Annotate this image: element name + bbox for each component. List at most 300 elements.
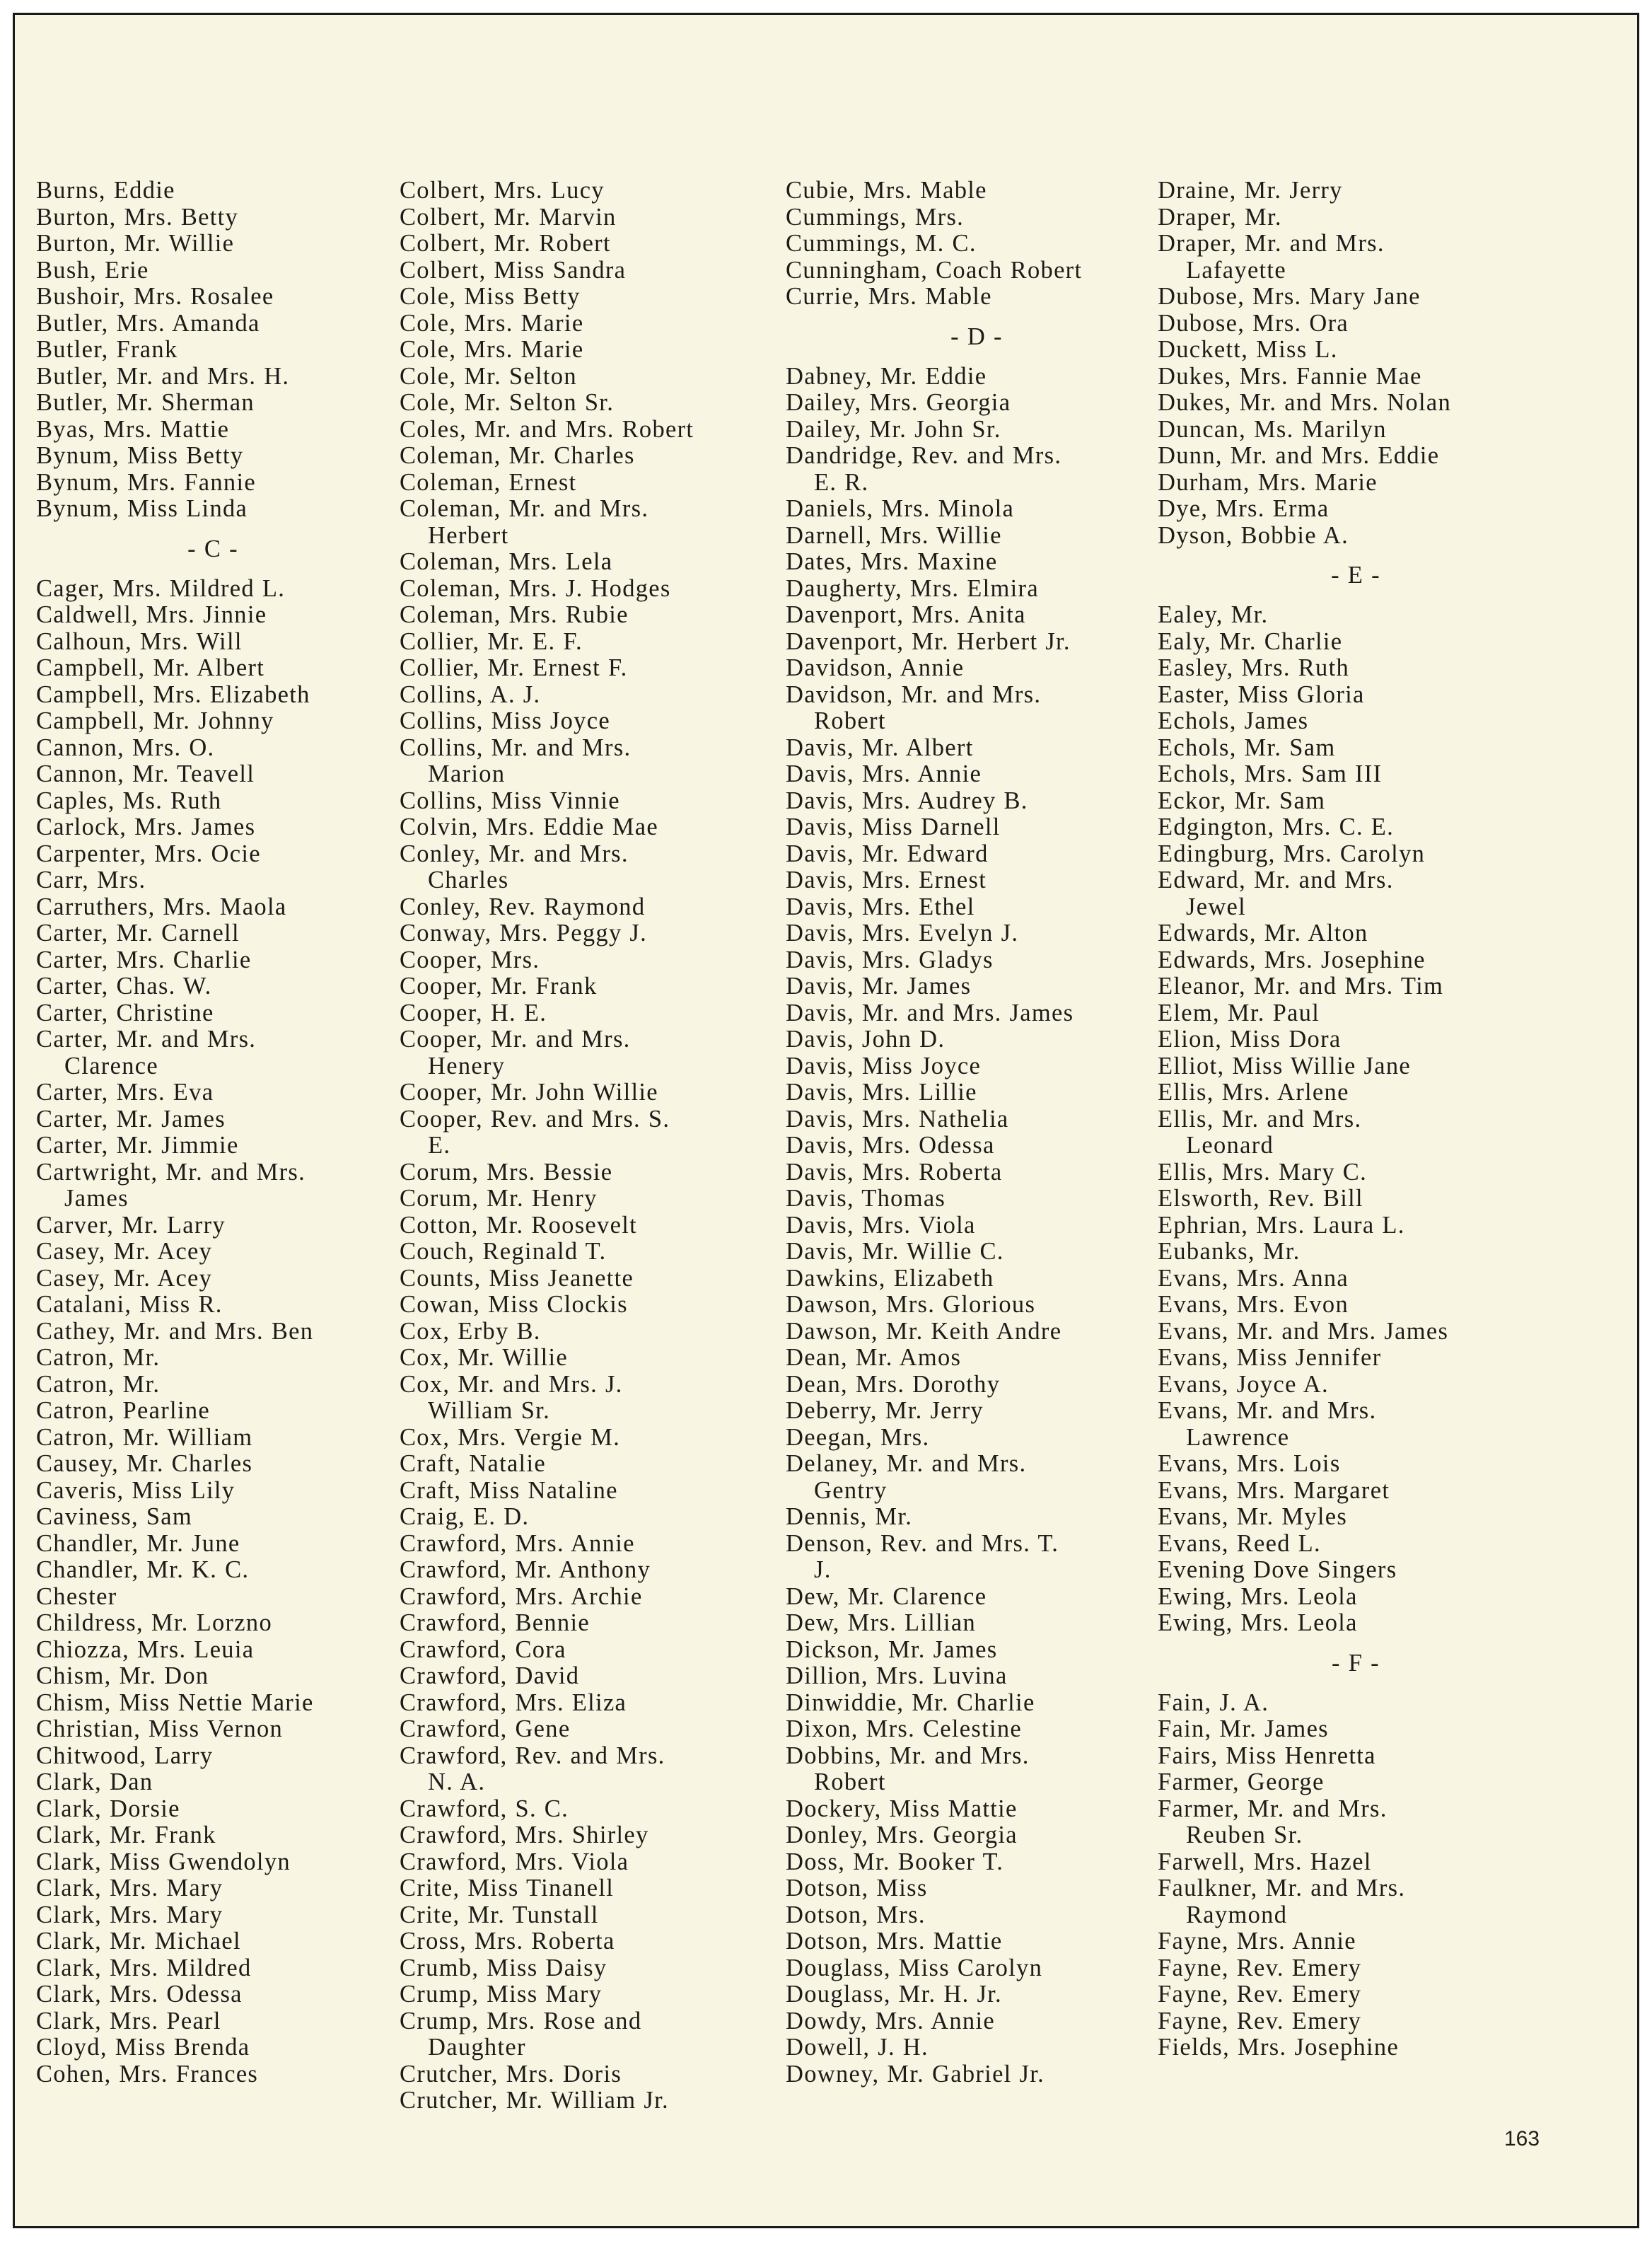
directory-entry bbox=[400, 1743, 767, 1796]
directory-entry: Crawford, Mrs. Annie bbox=[400, 1529, 635, 1557]
directory-entry: Caples, Ms. Ruth bbox=[36, 787, 222, 814]
directory-entry: Cloyd, Miss Brenda bbox=[36, 2034, 250, 2061]
directory-entry: Dean, Mrs. Dorothy bbox=[786, 1370, 1001, 1398]
entry-line: Carter, Mr. and Mrs. bbox=[36, 1026, 257, 1053]
directory-entry: Coleman, Mrs. Lela bbox=[400, 548, 613, 575]
directory-entry bbox=[36, 1026, 390, 1079]
directory-entry: Carr, Mrs. bbox=[36, 867, 146, 893]
entry-continuation: Jewel bbox=[1186, 893, 1247, 920]
directory-entry: Collins, A. J. bbox=[400, 681, 541, 708]
directory-entry: Crawford, David bbox=[400, 1662, 580, 1689]
directory-entry: Cross, Mrs. Roberta bbox=[400, 1928, 615, 1955]
directory-entry: Echols, Mr. Sam bbox=[1158, 734, 1336, 761]
entry-continuation: Gentry bbox=[814, 1476, 888, 1504]
directory-entry: Crawford, Mrs. Eliza bbox=[400, 1689, 627, 1716]
entry-line: Coleman, Mr. and Mrs. bbox=[400, 495, 649, 522]
entry-line: Cox, Mr. and Mrs. J. bbox=[400, 1370, 623, 1398]
directory-entry: Byas, Mrs. Mattie bbox=[36, 415, 230, 443]
directory-entry: Dawson, Mrs. Glorious bbox=[786, 1291, 1036, 1318]
directory-entry: Dye, Mrs. Erma bbox=[1158, 495, 1330, 522]
directory-entry: Davis, Mrs. Audrey B. bbox=[786, 787, 1028, 814]
directory-entry: Deberry, Mr. Jerry bbox=[786, 1397, 984, 1424]
directory-entry: Fayne, Rev. Emery bbox=[1158, 1954, 1362, 1981]
directory-entry: Cole, Miss Betty bbox=[400, 283, 581, 310]
directory-entry: Casey, Mr. Acey bbox=[36, 1264, 213, 1292]
directory-entry: Clark, Miss Gwendolyn bbox=[36, 1848, 291, 1875]
directory-entry: Draper, Mr. bbox=[1158, 203, 1282, 231]
directory-entry: Crite, Mr. Tunstall bbox=[400, 1901, 599, 1928]
directory-entry: Davidson, Annie bbox=[786, 654, 965, 681]
directory-entry: Eubanks, Mr. bbox=[1158, 1238, 1301, 1265]
entry-continuation: Raymond bbox=[1186, 1901, 1288, 1928]
directory-entry: Evans, Miss Jennifer bbox=[1158, 1344, 1382, 1371]
entry-continuation: Clarence bbox=[64, 1052, 158, 1079]
directory-entry: Draine, Mr. Jerry bbox=[1158, 177, 1343, 204]
directory-entry: Dotson, Miss bbox=[786, 1875, 928, 1901]
directory-entry: Couch, Reginald T. bbox=[400, 1238, 607, 1265]
directory-entry bbox=[1158, 1398, 1554, 1451]
directory-entry: Edingburg, Mrs. Carolyn bbox=[1158, 840, 1426, 867]
directory-column-3 bbox=[786, 178, 1168, 2087]
directory-entry: Davis, Mrs. Evelyn J. bbox=[786, 920, 1019, 946]
directory-entry: Darnell, Mrs. Willie bbox=[786, 521, 1002, 549]
directory-entry: Carter, Mrs. Eva bbox=[36, 1079, 214, 1106]
section-heading: - D - bbox=[950, 323, 1003, 350]
directory-entry bbox=[786, 443, 1168, 496]
directory-entry: Casey, Mr. Acey bbox=[36, 1238, 213, 1265]
entry-line: Faulkner, Mr. and Mrs. bbox=[1158, 1875, 1406, 1901]
directory-entry: Carter, Chas. W. bbox=[36, 973, 212, 1000]
directory-entry: Chester bbox=[36, 1582, 117, 1610]
directory-entry: Davenport, Mr. Herbert Jr. bbox=[786, 627, 1071, 655]
directory-entry: Dotson, Mrs. bbox=[786, 1901, 926, 1928]
directory-entry: Catron, Mr. William bbox=[36, 1423, 253, 1451]
directory-entry: Caveris, Miss Lily bbox=[36, 1476, 235, 1504]
directory-entry: Dickson, Mr. James bbox=[786, 1635, 998, 1663]
directory-entry: Bynum, Miss Betty bbox=[36, 442, 244, 469]
directory-entry: Downey, Mr. Gabriel Jr. bbox=[786, 2060, 1045, 2087]
directory-entry: Corum, Mrs. Bessie bbox=[400, 1158, 613, 1186]
directory-entry: Cannon, Mrs. O. bbox=[36, 734, 215, 761]
directory-entry: Carter, Mr. Jimmie bbox=[36, 1132, 239, 1159]
directory-entry: Fain, Mr. James bbox=[1158, 1715, 1329, 1742]
directory-entry: Davis, Mrs. Gladys bbox=[786, 946, 994, 973]
directory-entry: Edwards, Mr. Alton bbox=[1158, 920, 1368, 946]
directory-entry: Carpenter, Mrs. Ocie bbox=[36, 840, 261, 867]
entry-line: Dobbins, Mr. and Mrs. bbox=[786, 1742, 1030, 1769]
directory-entry: Davis, Mrs. Odessa bbox=[786, 1132, 995, 1159]
directory-entry: Cunningham, Coach Robert bbox=[786, 256, 1083, 284]
directory-entry: Colbert, Miss Sandra bbox=[400, 256, 627, 284]
directory-entry: Davis, Miss Joyce bbox=[786, 1052, 982, 1079]
entry-line: Davidson, Mr. and Mrs. bbox=[786, 681, 1042, 708]
directory-entry: Dukes, Mrs. Fannie Mae bbox=[1158, 362, 1422, 390]
directory-entry: Collins, Miss Vinnie bbox=[400, 787, 620, 814]
directory-entry: Dabney, Mr. Eddie bbox=[786, 362, 987, 390]
entry-continuation: E. R. bbox=[814, 468, 869, 496]
directory-entry: Burns, Eddie bbox=[36, 177, 175, 204]
directory-entry: Crawford, Bennie bbox=[400, 1609, 590, 1636]
directory-entry: Fayne, Mrs. Annie bbox=[1158, 1928, 1356, 1955]
directory-entry: Carter, Mr. James bbox=[36, 1105, 226, 1133]
directory-entry: Clark, Mr. Frank bbox=[36, 1822, 216, 1848]
directory-entry: Corum, Mr. Henry bbox=[400, 1185, 598, 1212]
entry-line: Dandridge, Rev. and Mrs. bbox=[786, 442, 1062, 469]
directory-entry: Ellis, Mrs. Mary C. bbox=[1158, 1158, 1368, 1186]
directory-entry: Clark, Dorsie bbox=[36, 1795, 180, 1822]
entry-continuation: Henery bbox=[428, 1052, 506, 1079]
directory-entry: Coleman, Mrs. Rubie bbox=[400, 601, 629, 628]
entry-line: Crawford, Rev. and Mrs. bbox=[400, 1742, 665, 1769]
directory-entry: Colbert, Mr. Robert bbox=[400, 230, 611, 257]
directory-entry: Cooper, Mrs. bbox=[400, 946, 540, 973]
directory-entry bbox=[400, 2008, 767, 2061]
directory-entry: Davis, Mr. Albert bbox=[786, 734, 974, 761]
page-number: 163 bbox=[1504, 2127, 1540, 2150]
directory-entry: Davis, Mrs. Viola bbox=[786, 1211, 976, 1239]
directory-entry bbox=[400, 496, 767, 549]
directory-entry: Evans, Mrs. Margaret bbox=[1158, 1476, 1390, 1504]
directory-entry: Crawford, Mrs. Shirley bbox=[400, 1822, 649, 1848]
directory-entry: Doss, Mr. Booker T. bbox=[786, 1848, 1004, 1875]
directory-entry: Childress, Mr. Lorzno bbox=[36, 1609, 273, 1636]
directory-entry: Evans, Reed L. bbox=[1158, 1529, 1321, 1557]
directory-entry: Catalani, Miss R. bbox=[36, 1291, 223, 1318]
directory-entry: Cooper, Mr. Frank bbox=[400, 973, 598, 1000]
directory-entry: Farmer, George bbox=[1158, 1768, 1325, 1795]
directory-entry: Eleanor, Mr. and Mrs. Tim bbox=[1158, 973, 1444, 1000]
entry-line: Denson, Rev. and Mrs. T. bbox=[786, 1529, 1059, 1557]
directory-entry: Clark, Mr. Michael bbox=[36, 1928, 241, 1955]
entry-continuation: Marion bbox=[428, 760, 506, 787]
directory-entry: Clark, Mrs. Mildred bbox=[36, 1954, 252, 1981]
directory-entry: Evans, Mr. and Mrs. James bbox=[1158, 1317, 1449, 1345]
directory-entry: Crumb, Miss Daisy bbox=[400, 1954, 607, 1981]
directory-entry: Colbert, Mrs. Lucy bbox=[400, 177, 605, 204]
entry-continuation: James bbox=[64, 1185, 129, 1212]
directory-entry bbox=[786, 1451, 1168, 1504]
directory-entry: Counts, Miss Jeanette bbox=[400, 1264, 634, 1292]
entry-line: Crump, Mrs. Rose and bbox=[400, 2007, 642, 2034]
directory-entry: Clark, Mrs. Odessa bbox=[36, 1981, 243, 2008]
directory-entry: Clark, Mrs. Mary bbox=[36, 1875, 223, 1901]
directory-entry: Echols, James bbox=[1158, 707, 1309, 734]
directory-entry: Dates, Mrs. Maxine bbox=[786, 548, 998, 575]
directory-entry: Craft, Miss Nataline bbox=[400, 1476, 618, 1504]
entry-line: Delaney, Mr. and Mrs. bbox=[786, 1450, 1027, 1477]
directory-entry: Edgington, Mrs. C. E. bbox=[1158, 813, 1395, 840]
directory-entry bbox=[1158, 867, 1554, 920]
directory-entry: Davis, Mr. James bbox=[786, 973, 972, 1000]
directory-entry: Clark, Dan bbox=[36, 1768, 153, 1795]
directory-entry: Fairs, Miss Henretta bbox=[1158, 1742, 1376, 1769]
directory-entry bbox=[1158, 1875, 1554, 1928]
directory-entry: Chism, Mr. Don bbox=[36, 1662, 209, 1689]
directory-entry: Dailey, Mrs. Georgia bbox=[786, 389, 1011, 416]
entry-continuation: Daughter bbox=[428, 2034, 526, 2061]
directory-entry: Cotton, Mr. Roosevelt bbox=[400, 1211, 637, 1239]
directory-entry: Crawford, Mr. Anthony bbox=[400, 1556, 651, 1583]
entry-continuation: E. bbox=[428, 1132, 451, 1159]
directory-entry: Evans, Mrs. Evon bbox=[1158, 1291, 1349, 1318]
directory-entry: Ealey, Mr. bbox=[1158, 601, 1269, 628]
directory-entry: Daniels, Mrs. Minola bbox=[786, 495, 1015, 522]
directory-entry: Fayne, Rev. Emery bbox=[1158, 1981, 1362, 2008]
directory-entry: Davenport, Mrs. Anita bbox=[786, 601, 1026, 628]
directory-entry: Ephrian, Mrs. Laura L. bbox=[1158, 1211, 1405, 1239]
directory-entry: Butler, Mr. and Mrs. H. bbox=[36, 362, 290, 390]
entry-continuation: N. A. bbox=[428, 1768, 486, 1795]
directory-entry: Ealy, Mr. Charlie bbox=[1158, 627, 1343, 655]
directory-entry: Currie, Mrs. Mable bbox=[786, 283, 992, 310]
directory-entry bbox=[400, 1106, 767, 1159]
directory-entry: Echols, Mrs. Sam III bbox=[1158, 760, 1383, 787]
directory-entry: Coleman, Mrs. J. Hodges bbox=[400, 574, 671, 602]
directory-entry: Butler, Frank bbox=[36, 336, 178, 363]
directory-entry: Davis, Thomas bbox=[786, 1185, 946, 1212]
entry-continuation: Robert bbox=[814, 707, 886, 734]
directory-column-1 bbox=[36, 178, 390, 2087]
directory-entry: Evans, Mr. Myles bbox=[1158, 1503, 1348, 1530]
entry-line: Edward, Mr. and Mrs. bbox=[1158, 867, 1394, 893]
entry-continuation: Leonard bbox=[1186, 1132, 1274, 1159]
directory-entry: Collins, Miss Joyce bbox=[400, 707, 610, 734]
directory-entry bbox=[1158, 1106, 1554, 1159]
directory-entry: Dawkins, Elizabeth bbox=[786, 1264, 994, 1292]
directory-entry: Davis, Mr. Edward bbox=[786, 840, 989, 867]
directory-entry: Conway, Mrs. Peggy J. bbox=[400, 920, 648, 946]
directory-entry: Cowan, Miss Clockis bbox=[400, 1291, 628, 1318]
entry-line: Draper, Mr. and Mrs. bbox=[1158, 230, 1385, 257]
directory-entry: Davis, Mr. Willie C. bbox=[786, 1238, 1004, 1265]
section-heading: - C - bbox=[187, 535, 238, 562]
directory-entry bbox=[36, 1159, 390, 1212]
directory-page bbox=[13, 13, 1639, 2228]
directory-entry: Dillion, Mrs. Luvina bbox=[786, 1662, 1008, 1689]
directory-entry: Catron, Mr. bbox=[36, 1344, 161, 1371]
directory-entry: Dixon, Mrs. Celestine bbox=[786, 1715, 1023, 1742]
directory-entry: Davis, Mrs. Annie bbox=[786, 760, 982, 787]
directory-entry: Colvin, Mrs. Eddie Mae bbox=[400, 813, 659, 840]
directory-entry: Douglass, Mr. H. Jr. bbox=[786, 1981, 1002, 2008]
directory-entry: Catron, Pearline bbox=[36, 1397, 210, 1424]
directory-entry: Cooper, Mr. John Willie bbox=[400, 1079, 658, 1106]
directory-entry: Crawford, Mrs. Archie bbox=[400, 1582, 643, 1610]
directory-entry: Coleman, Ernest bbox=[400, 468, 577, 496]
directory-entry: Dowell, J. H. bbox=[786, 2034, 929, 2061]
entry-continuation: Charles bbox=[428, 867, 509, 893]
directory-entry: Colbert, Mr. Marvin bbox=[400, 203, 617, 231]
directory-entry bbox=[1158, 231, 1554, 284]
directory-entry: Christian, Miss Vernon bbox=[36, 1715, 284, 1742]
directory-entry: Davis, Mr. and Mrs. James bbox=[786, 999, 1074, 1026]
entry-continuation: William Sr. bbox=[428, 1397, 550, 1424]
directory-entry: Davis, Mrs. Roberta bbox=[786, 1158, 1003, 1186]
directory-entry: Evening Dove Singers bbox=[1158, 1556, 1397, 1583]
directory-entry: Davis, Mrs. Ernest bbox=[786, 867, 987, 893]
directory-entry bbox=[786, 1743, 1168, 1796]
directory-entry: Carruthers, Mrs. Maola bbox=[36, 893, 287, 920]
directory-entry: Cannon, Mr. Teavell bbox=[36, 760, 255, 787]
directory-entry: Crawford, Mrs. Viola bbox=[400, 1848, 629, 1875]
directory-entry: Butler, Mrs. Amanda bbox=[36, 309, 260, 337]
directory-entry: Crutcher, Mrs. Doris bbox=[400, 2060, 622, 2087]
directory-entry: Farwell, Mrs. Hazel bbox=[1158, 1848, 1372, 1875]
directory-entry: Fain, J. A. bbox=[1158, 1689, 1269, 1716]
directory-entry: Cohen, Mrs. Frances bbox=[36, 2060, 259, 2087]
directory-entry bbox=[400, 1026, 767, 1079]
directory-entry: Davis, Miss Darnell bbox=[786, 813, 1001, 840]
directory-entry: Dinwiddie, Mr. Charlie bbox=[786, 1689, 1035, 1716]
directory-entry: Carter, Mr. Carnell bbox=[36, 920, 240, 946]
entry-line: Cooper, Rev. and Mrs. S. bbox=[400, 1105, 670, 1133]
directory-entry: Crutcher, Mr. William Jr. bbox=[400, 2087, 669, 2114]
section-heading: - E - bbox=[1331, 562, 1380, 589]
directory-entry: Cox, Mr. Willie bbox=[400, 1344, 568, 1371]
directory-entry: Bushoir, Mrs. Rosalee bbox=[36, 283, 274, 310]
directory-entry: Carver, Mr. Larry bbox=[36, 1211, 226, 1239]
directory-entry bbox=[786, 1531, 1168, 1584]
directory-entry: Carter, Christine bbox=[36, 999, 214, 1026]
directory-entry: Bynum, Mrs. Fannie bbox=[36, 468, 256, 496]
directory-entry: Dubose, Mrs. Mary Jane bbox=[1158, 283, 1421, 310]
directory-entry: Dockery, Miss Mattie bbox=[786, 1795, 1018, 1822]
directory-entry: Cox, Erby B. bbox=[400, 1317, 541, 1345]
directory-entry: Chandler, Mr. June bbox=[36, 1529, 240, 1557]
directory-entry: Dawson, Mr. Keith Andre bbox=[786, 1317, 1062, 1345]
directory-entry: Cummings, Mrs. bbox=[786, 203, 965, 231]
directory-entry: Burton, Mrs. Betty bbox=[36, 203, 239, 231]
directory-entry: Davis, Mrs. Nathelia bbox=[786, 1105, 1009, 1133]
directory-column-2 bbox=[400, 178, 767, 2114]
directory-entry: Davis, John D. bbox=[786, 1026, 946, 1053]
section-heading: - F - bbox=[1332, 1649, 1380, 1677]
directory-entry: Ellis, Mrs. Arlene bbox=[1158, 1079, 1349, 1106]
directory-entry: Dew, Mrs. Lillian bbox=[786, 1609, 977, 1636]
directory-entry: Collier, Mr. E. F. bbox=[400, 627, 583, 655]
directory-entry: Caviness, Sam bbox=[36, 1503, 193, 1530]
directory-entry: Butler, Mr. Sherman bbox=[36, 389, 255, 416]
directory-entry: Carter, Mrs. Charlie bbox=[36, 946, 252, 973]
entry-continuation: Robert bbox=[814, 1768, 886, 1795]
directory-entry: Chandler, Mr. K. C. bbox=[36, 1556, 250, 1583]
entry-continuation: J. bbox=[814, 1556, 832, 1583]
directory-entry: Cole, Mr. Selton bbox=[400, 362, 577, 390]
directory-entry: Elem, Mr. Paul bbox=[1158, 999, 1320, 1026]
directory-entry: Dew, Mr. Clarence bbox=[786, 1582, 987, 1610]
directory-entry: Collier, Mr. Ernest F. bbox=[400, 654, 628, 681]
directory-entry: Cooper, H. E. bbox=[400, 999, 547, 1026]
directory-entry: Evans, Mrs. Lois bbox=[1158, 1450, 1341, 1477]
entry-line: Cooper, Mr. and Mrs. bbox=[400, 1026, 631, 1053]
directory-entry: Douglass, Miss Carolyn bbox=[786, 1954, 1043, 1981]
directory-entry: Crawford, Cora bbox=[400, 1635, 566, 1663]
directory-entry: Dowdy, Mrs. Annie bbox=[786, 2007, 995, 2034]
directory-entry: Campbell, Mr. Albert bbox=[36, 654, 265, 681]
directory-entry: Clark, Mrs. Pearl bbox=[36, 2007, 221, 2034]
directory-entry bbox=[400, 1372, 767, 1425]
directory-entry: Causey, Mr. Charles bbox=[36, 1450, 253, 1477]
directory-entry bbox=[786, 682, 1168, 735]
directory-entry: Dunn, Mr. and Mrs. Eddie bbox=[1158, 442, 1440, 469]
directory-entry: Cole, Mrs. Marie bbox=[400, 309, 584, 337]
directory-entry: Ewing, Mrs. Leola bbox=[1158, 1609, 1358, 1636]
directory-entry: Dyson, Bobbie A. bbox=[1158, 521, 1349, 549]
directory-entry: Dotson, Mrs. Mattie bbox=[786, 1928, 1003, 1955]
directory-entry: Eckor, Mr. Sam bbox=[1158, 787, 1326, 814]
entry-line: Collins, Mr. and Mrs. bbox=[400, 734, 632, 761]
directory-entry: Evans, Joyce A. bbox=[1158, 1370, 1329, 1398]
directory-entry: Cole, Mrs. Marie bbox=[400, 336, 584, 363]
directory-entry: Easter, Miss Gloria bbox=[1158, 681, 1365, 708]
directory-entry: Elsworth, Rev. Bill bbox=[1158, 1185, 1363, 1212]
directory-entry: Davis, Mrs. Ethel bbox=[786, 893, 975, 920]
directory-entry: Crump, Miss Mary bbox=[400, 1981, 603, 2008]
entry-line: Cartwright, Mr. and Mrs. bbox=[36, 1158, 306, 1186]
directory-entry: Burton, Mr. Willie bbox=[36, 230, 235, 257]
directory-entry: Bush, Erie bbox=[36, 256, 149, 284]
directory-entry: Conley, Rev. Raymond bbox=[400, 893, 646, 920]
entry-line: Evans, Mr. and Mrs. bbox=[1158, 1397, 1377, 1424]
directory-entry: Chism, Miss Nettie Marie bbox=[36, 1689, 314, 1716]
directory-entry: Duncan, Ms. Marilyn bbox=[1158, 415, 1387, 443]
directory-entry: Dubose, Mrs. Ora bbox=[1158, 309, 1349, 337]
directory-entry: Clark, Mrs. Mary bbox=[36, 1901, 223, 1928]
directory-entry: Cox, Mrs. Vergie M. bbox=[400, 1423, 621, 1451]
directory-entry: Crite, Miss Tinanell bbox=[400, 1875, 615, 1901]
directory-entry: Elliot, Miss Willie Jane bbox=[1158, 1052, 1411, 1079]
directory-entry: Chitwood, Larry bbox=[36, 1742, 214, 1769]
directory-entry: Fields, Mrs. Josephine bbox=[1158, 2034, 1400, 2061]
directory-entry: Coleman, Mr. Charles bbox=[400, 442, 635, 469]
directory-entry: Campbell, Mrs. Elizabeth bbox=[36, 681, 310, 708]
directory-entry: Dennis, Mr. bbox=[786, 1503, 913, 1530]
directory-entry: Coles, Mr. and Mrs. Robert bbox=[400, 415, 694, 443]
entry-continuation: Lafayette bbox=[1186, 256, 1286, 284]
directory-entry: Cager, Mrs. Mildred L. bbox=[36, 574, 286, 602]
entry-line: Ellis, Mr. and Mrs. bbox=[1158, 1105, 1362, 1133]
entry-line: Farmer, Mr. and Mrs. bbox=[1158, 1795, 1388, 1822]
directory-entry: Carlock, Mrs. James bbox=[36, 813, 256, 840]
entry-line: Conley, Mr. and Mrs. bbox=[400, 840, 629, 867]
directory-entry: Davis, Mrs. Lillie bbox=[786, 1079, 977, 1106]
directory-entry: Duckett, Miss L. bbox=[1158, 336, 1338, 363]
directory-entry: Craig, E. D. bbox=[400, 1503, 530, 1530]
directory-entry: Catron, Mr. bbox=[36, 1370, 161, 1398]
directory-entry bbox=[400, 735, 767, 788]
entry-continuation: Lawrence bbox=[1186, 1423, 1290, 1451]
directory-entry: Crawford, S. C. bbox=[400, 1795, 569, 1822]
directory-entry: Dukes, Mr. and Mrs. Nolan bbox=[1158, 389, 1452, 416]
directory-entry: Calhoun, Mrs. Will bbox=[36, 627, 243, 655]
directory-entry: Campbell, Mr. Johnny bbox=[36, 707, 274, 734]
directory-entry: Bynum, Miss Linda bbox=[36, 495, 248, 522]
directory-entry: Evans, Mrs. Anna bbox=[1158, 1264, 1349, 1292]
directory-entry: Caldwell, Mrs. Jinnie bbox=[36, 601, 267, 628]
directory-entry: Donley, Mrs. Georgia bbox=[786, 1822, 1018, 1848]
directory-entry: Cummings, M. C. bbox=[786, 230, 977, 257]
directory-entry: Daugherty, Mrs. Elmira bbox=[786, 574, 1039, 602]
directory-entry: Cubie, Mrs. Mable bbox=[786, 177, 987, 204]
directory-entry: Cole, Mr. Selton Sr. bbox=[400, 389, 615, 416]
directory-entry: Deegan, Mrs. bbox=[786, 1423, 930, 1451]
directory-entry: Elion, Miss Dora bbox=[1158, 1026, 1342, 1053]
directory-entry: Edwards, Mrs. Josephine bbox=[1158, 946, 1426, 973]
directory-entry bbox=[400, 841, 767, 894]
directory-entry: Dailey, Mr. John Sr. bbox=[786, 415, 1001, 443]
directory-column-4 bbox=[1158, 178, 1554, 2061]
directory-entry: Chiozza, Mrs. Leuia bbox=[36, 1635, 255, 1663]
